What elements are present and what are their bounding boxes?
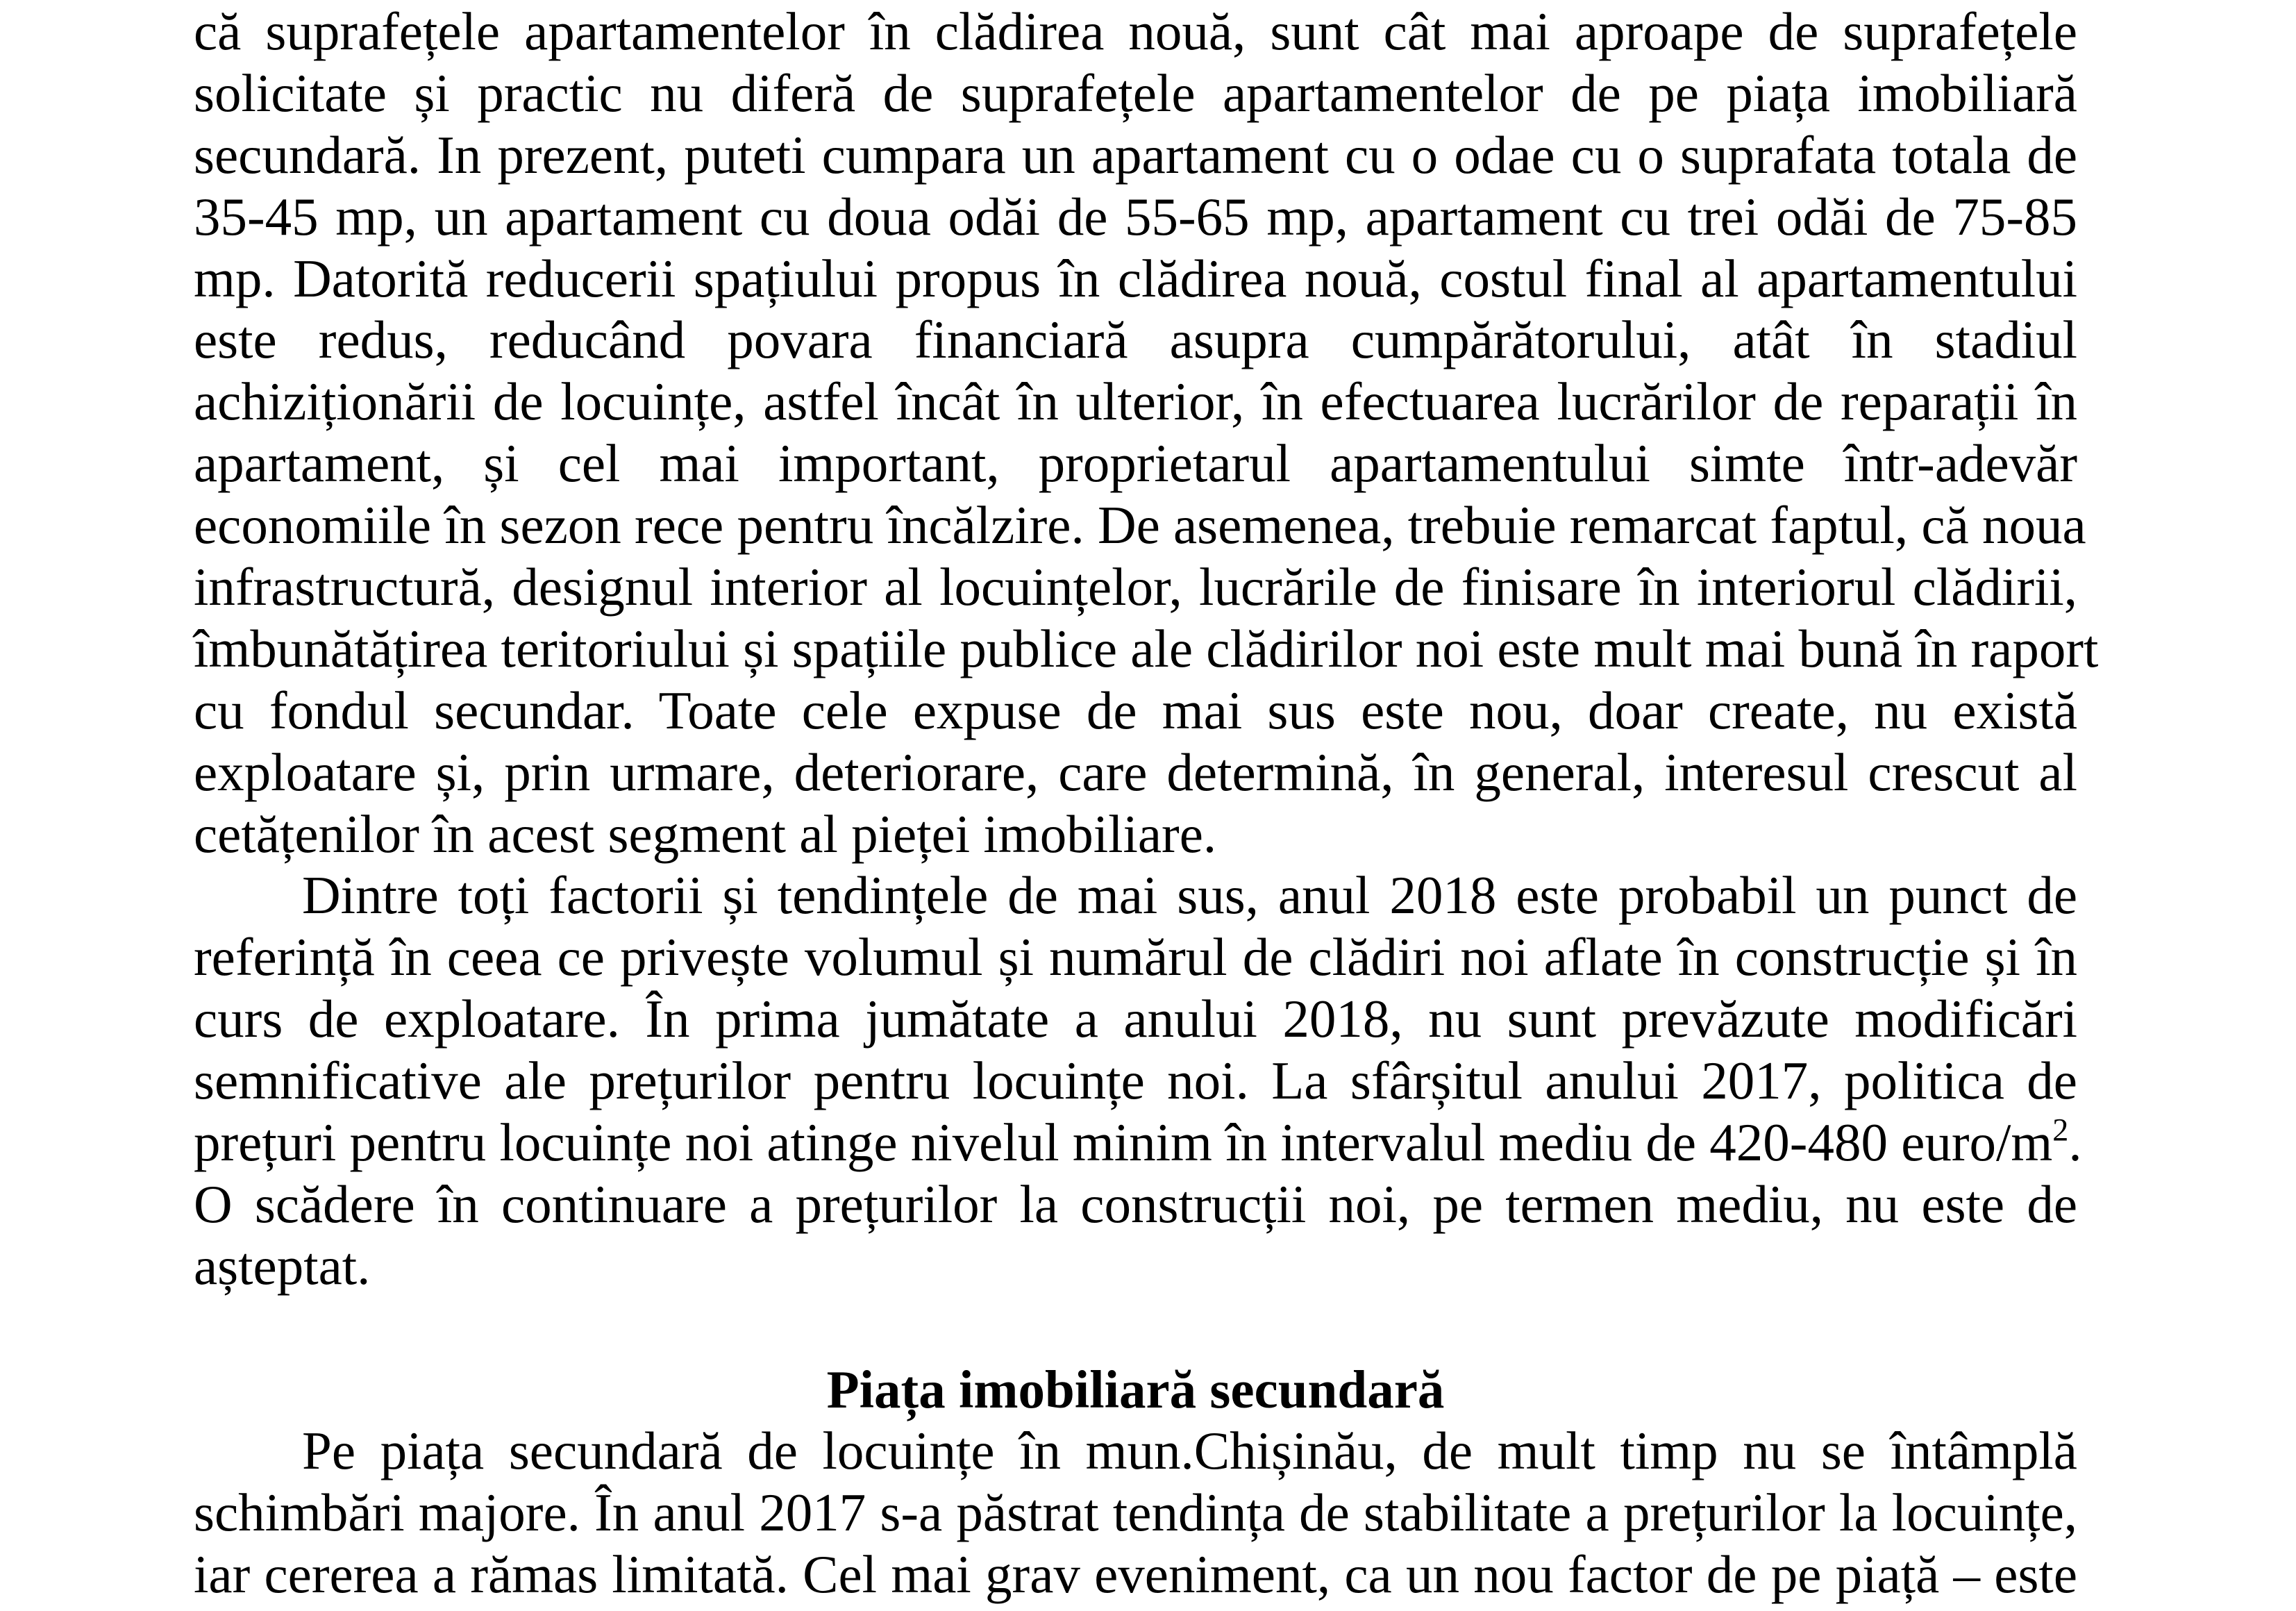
paragraph-1	[194, 1, 2099, 865]
text-line: apartament, și cel mai important, proprietarul apartamentului simte într-adevăr	[194, 433, 2077, 494]
text-line: cu fondul secundar. Toate cele expuse de mai sus este nou, doar create, nu există	[194, 680, 2077, 740]
text-line: Dintre toți factorii și tendințele de mai sus, anul 2018 este probabil un punct de	[302, 865, 2077, 926]
text-line: exploatare și, prin urmare, deteriorare, care determină, în general, interesul crescut al	[194, 742, 2077, 802]
text-line-body: prețuri pentru locuințe noi atinge nivelul minim în intervalul mediu de 420-480 euro/m	[194, 1112, 2053, 1173]
paragraph-2	[194, 865, 2082, 1296]
section-heading-text: Piața imobiliară secundară	[826, 1359, 1445, 1419]
text-line: economiile în sezon rece pentru încălzire. De asemenea, trebuie remarcat faptul, că noua	[194, 495, 2086, 556]
text-line: O scădere în continuare a prețurilor la construcții noi, pe termen mediu, nu este de	[194, 1174, 2077, 1234]
blank-line	[194, 1297, 2077, 1359]
text-line: 35-45 mp, un apartament cu doua odăi de 55-65 mp, apartament cu trei odăi de 75-85	[194, 186, 2077, 247]
text-line: referință în ceea ce privește volumul și numărul de clădiri noi aflate în construcție și în	[194, 927, 2077, 987]
text-line: îmbunătățirea teritoriului și spațiile publice ale clădirilor noi este mult mai bună în raport	[194, 618, 2099, 678]
text-line: solicitate și practic nu diferă de suprafețele apartamentelor de pe piața imobiliară	[194, 62, 2077, 123]
text-line: curs de exploatare. În prima jumătate a anului 2018, nu sunt prevăzute modificări	[194, 989, 2077, 1049]
text-line: că suprafețele apartamentelor în clădirea nouă, sunt cât mai aproape de suprafețele	[194, 1, 2077, 61]
text-line: schimbări majore. În anul 2017 s-a păstrat tendința de stabilitate a prețurilor la locuințe,	[194, 1483, 2077, 1543]
text-line: iar cererea a rămas limitată. Cel mai grav eveniment, ca un nou factor de pe piață – este	[194, 1544, 2077, 1605]
text-line	[194, 1112, 2082, 1174]
text-line-period: .	[2068, 1112, 2082, 1173]
text-line: mp. Datorită reducerii spațiului propus în clădirea nouă, costul final al apartamentului	[194, 248, 2077, 308]
paragraph-3	[194, 1420, 2077, 1605]
superscript-two: 2	[2052, 1112, 2069, 1148]
document-page	[194, 1, 2099, 1605]
text-line: semnificative ale prețurilor pentru locuințe noi. La sfârșitul anului 2017, politica de	[194, 1051, 2077, 1111]
text-line: așteptat.	[194, 1235, 371, 1296]
section-heading	[194, 1359, 2077, 1421]
text-line: Pe piața secundară de locuințe în mun.Chișinău, de mult timp nu se întâmplă	[302, 1421, 2077, 1481]
text-line: infrastructură, designul interior al locuințelor, lucrările de finisare în interiorul clădirii,	[194, 557, 2077, 617]
text-line: achiziționării de locuințe, astfel încât în ulterior, în efectuarea lucrărilor de reparații în	[194, 372, 2077, 432]
text-line: cetățenilor în acest segment al pieței imobiliare.	[194, 803, 1217, 864]
text-line: secundară. In prezent, puteti cumpara un apartament cu o odae cu o suprafata totala de	[194, 124, 2077, 185]
text-line: este redus, reducând povara financiară asupra cumpărătorului, atât în stadiul	[194, 310, 2077, 370]
